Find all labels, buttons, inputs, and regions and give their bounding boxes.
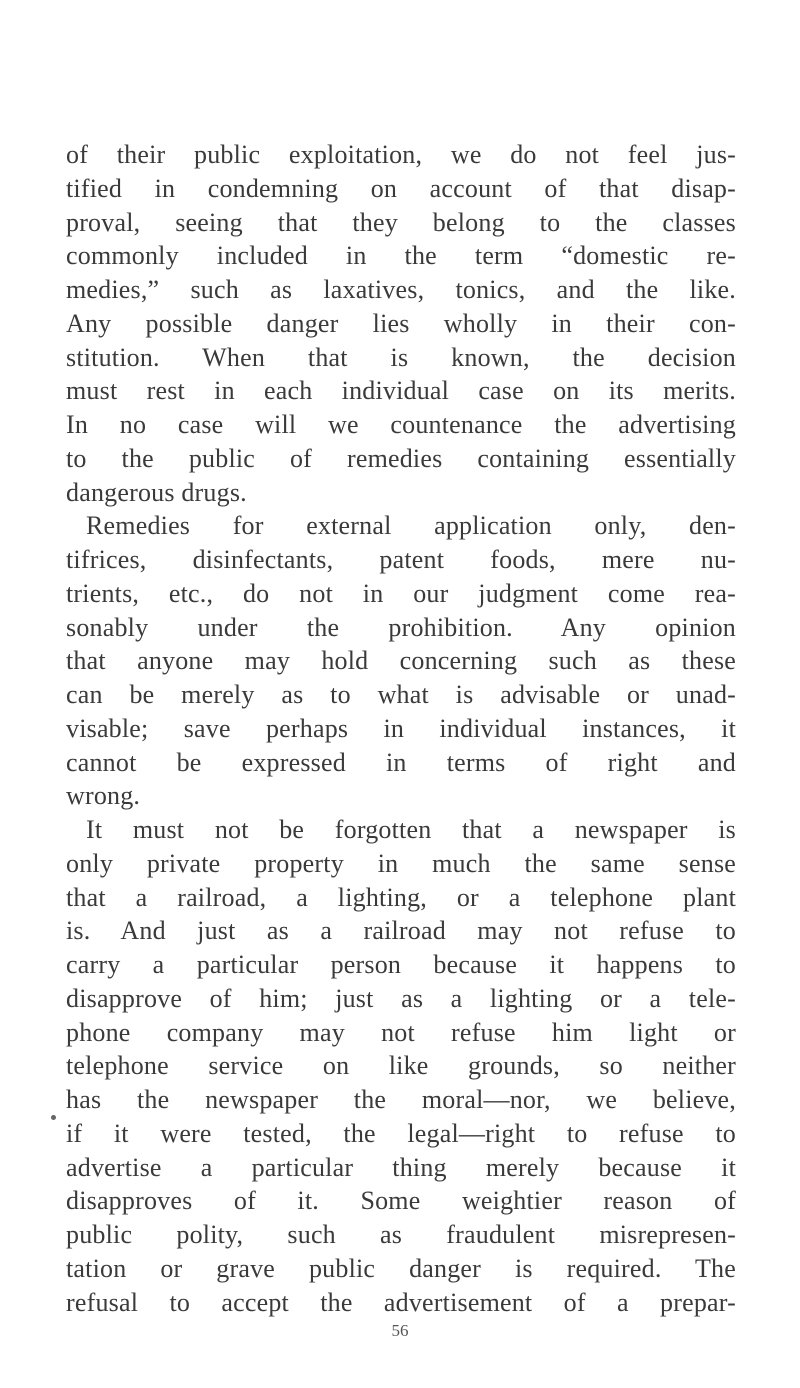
text-line: has the newspaper the moral—nor, we believe, xyxy=(66,1085,736,1114)
text-line: dangerous drugs. xyxy=(66,477,247,507)
text-line: advertise a particular thing merely because it xyxy=(66,1152,736,1182)
text-line: It must not be forgotten that a newspaper is xyxy=(86,815,736,844)
text-line: trients, etc., do not in our judgment come rea- xyxy=(66,578,736,608)
text-line: can be merely as to what is advisable or unad- xyxy=(66,680,736,709)
text-line: sonably under the prohibition. Any opinion xyxy=(66,612,736,642)
text-line: Any possible danger lies wholly in their con- xyxy=(66,308,736,338)
text-line: tifrices, disinfectants, patent foods, mere nu- xyxy=(66,545,736,574)
text-line: tified in condemning on account of that disap- xyxy=(66,173,736,203)
margin-speck xyxy=(51,1115,56,1120)
text-line: if it were tested, the legal—right to refuse to xyxy=(66,1118,736,1148)
text-line: In no case will we countenance the advertising xyxy=(66,410,736,439)
text-line: that a railroad, a lighting, or a telephone plant xyxy=(66,882,736,912)
text-line: tation or grave public danger is required. The xyxy=(66,1253,736,1283)
text-line: carry a particular person because it happens to xyxy=(66,950,736,979)
text-line: only private property in much the same sense xyxy=(66,848,736,878)
text-line: is. And just as a railroad may not refuse to xyxy=(66,916,736,946)
text-line: that anyone may hold concerning such as these xyxy=(66,646,736,676)
text-line: public polity, such as fraudulent misrepresen- xyxy=(66,1220,736,1249)
text-line: of their public exploitation, we do not feel jus- xyxy=(66,140,736,169)
body-text xyxy=(66,138,736,1319)
text-line: to the public of remedies containing essentially xyxy=(66,443,736,473)
text-line: medies,” such as laxatives, tonics, and the like. xyxy=(66,275,736,304)
text-line: phone company may not refuse him light or xyxy=(66,1017,736,1047)
text-line: wrong. xyxy=(66,781,141,811)
text-line: telephone service on like grounds, so neither xyxy=(66,1051,736,1081)
text-line: disapproves of it. Some weightier reason of xyxy=(66,1186,736,1216)
text-line: cannot be expressed in terms of right and xyxy=(66,747,736,777)
text-line: stitution. When that is known, the decision xyxy=(66,342,736,372)
text-line: commonly included in the term “domestic re- xyxy=(66,241,736,271)
text-line: Remedies for external application only, den- xyxy=(86,511,736,541)
page-number: 56 xyxy=(391,1321,409,1340)
text-line: disapprove of him; just as a lighting or a tele- xyxy=(66,983,736,1013)
text-line: refusal to accept the advertisement of a prepar- xyxy=(66,1287,736,1317)
text-line: must rest in each individual case on its merits. xyxy=(66,376,736,406)
text-line: proval, seeing that they belong to the classes xyxy=(66,207,736,237)
text-line: visable; save perhaps in individual instances, it xyxy=(66,713,736,743)
